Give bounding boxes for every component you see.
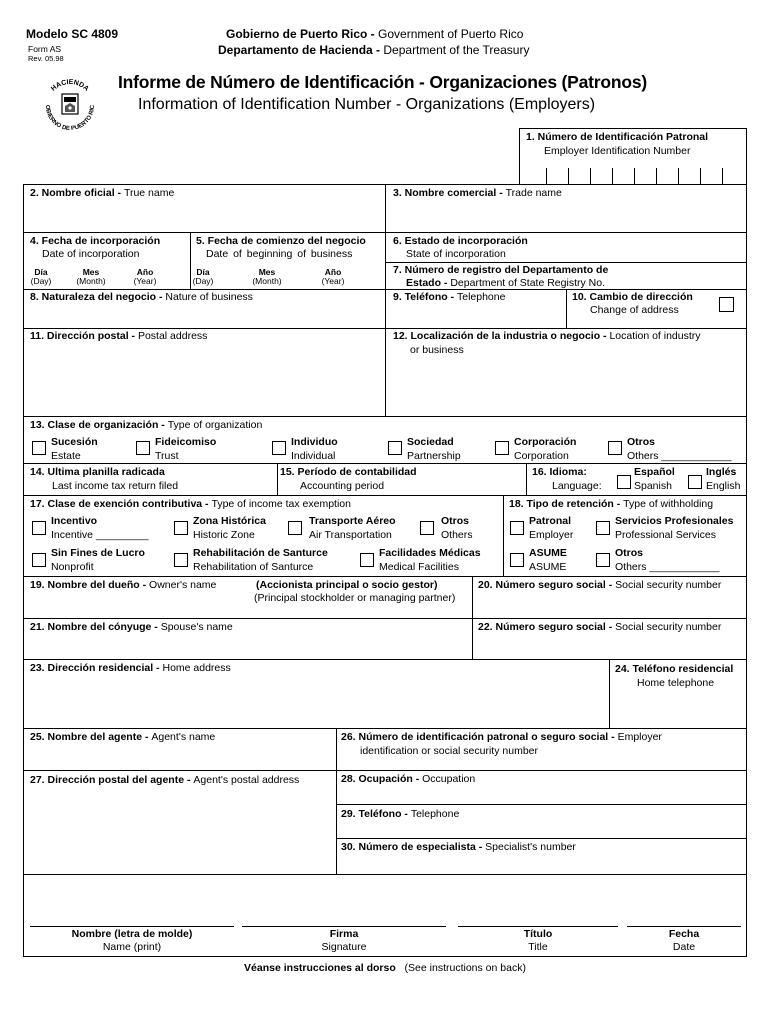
field-4-label-en: Date of incorporation <box>42 248 140 260</box>
exemption-santurce-checkbox[interactable] <box>174 553 188 567</box>
field-1-label-es: 1. Número de Identificación Patronal <box>526 131 709 143</box>
form-model: Modelo SC 4809 <box>26 27 119 41</box>
form-revision: Rev. 05.98 <box>28 54 64 63</box>
field-4-year-en: (Year) <box>133 276 157 286</box>
withholding-employer-label-en: Employer <box>529 529 574 541</box>
field-4-month-label: Mes <box>82 267 100 277</box>
org-trust-checkbox[interactable] <box>136 441 150 455</box>
field-14-label-es[interactable]: 14. Ultima planilla radicada <box>30 466 165 478</box>
svg-text:HACIENDA: HACIENDA <box>50 78 90 93</box>
title-label: Título <box>523 928 553 940</box>
org-individual-label-en: Individual <box>291 450 336 462</box>
language-spanish-label: Español <box>634 466 675 478</box>
field-15-label-es[interactable]: 15. Período de contabilidad <box>280 466 417 478</box>
org-trust-label: Fideicomiso <box>155 436 217 448</box>
field-3-label[interactable]: 3. Nombre comercial - Trade name <box>393 187 562 199</box>
field-22-label[interactable]: 22. Número seguro social - Social security number <box>478 621 722 633</box>
withholding-professional-label-en: Professional Services <box>615 529 716 541</box>
field-7-label-es[interactable]: 7. Número de registro del Departamento de <box>393 264 609 276</box>
title-label-en: Title <box>528 941 548 953</box>
withholding-professional-label: Servicios Profesionales <box>615 515 734 527</box>
field-26-label[interactable]: 26. Número de identificación patronal o seguro social - Employer <box>341 731 662 743</box>
hacienda-seal <box>38 72 102 136</box>
field-26-label-cont: identification or social security number <box>360 745 538 757</box>
svg-text:GOBIERNO DE PUERTO RICO: OBIERNO DE PUERTO RIC <box>43 104 97 133</box>
field-21-label[interactable]: 21. Nombre del cónyuge - Spouse's name <box>30 621 233 633</box>
date-signature-line[interactable] <box>627 926 741 927</box>
org-estate-label: Sucesión <box>51 436 98 448</box>
exemption-incentive-label: Incentivo <box>51 515 98 527</box>
signature-label: Firma <box>329 928 359 940</box>
withholding-asume-label-en: ASUME <box>529 561 567 573</box>
field-29-label[interactable]: 29. Teléfono - Telephone <box>341 808 460 820</box>
org-others-checkbox[interactable] <box>608 441 622 455</box>
exemption-nonprofit-checkbox[interactable] <box>32 553 46 567</box>
org-others-label-en: Others ____________ <box>627 450 732 462</box>
field-15-label-en: Accounting period <box>300 480 385 492</box>
exemption-air-transport-label-en: Air Transportation <box>309 529 392 541</box>
exemption-others-label-en: Others <box>441 529 473 541</box>
field-5-day-label: Día <box>196 267 210 277</box>
field-7-label-en: Estado - Department of State Registry No. <box>406 277 605 289</box>
title-spanish: Informe de Número de Identificación - Organizaciones (Patronos) <box>118 72 648 92</box>
field-4-year-label: Año <box>136 267 154 277</box>
exemption-medical-label-en: Medical Facilities <box>379 561 459 573</box>
org-corporation-checkbox[interactable] <box>495 441 509 455</box>
exemption-others-checkbox[interactable] <box>420 521 434 535</box>
field-4-day-label: Día <box>34 267 48 277</box>
language-english-label: Inglés <box>706 466 737 478</box>
withholding-employer-checkbox[interactable] <box>510 521 524 535</box>
field-18-label: 18. Tipo de retención - Type of withholding <box>509 498 714 510</box>
exemption-medical-checkbox[interactable] <box>360 553 374 567</box>
org-estate-label-en: Estate <box>51 450 81 462</box>
field-19-label[interactable]: 19. Nombre del dueño - Owner's name <box>30 579 217 591</box>
field-19-note-en: (Principal stockholder or managing partner) <box>254 592 456 604</box>
org-trust-label-en: Trust <box>155 450 179 462</box>
exemption-historic-zone-label: Zona Histórica <box>193 515 266 527</box>
footer-instructions: Véanse instrucciones al dorso (See instructions on back) <box>244 962 526 974</box>
org-corporation-label: Corporación <box>514 436 577 448</box>
field-24-label-en: Home telephone <box>637 677 715 689</box>
field-5-label-es[interactable]: 5. Fecha de comienzo del negocio <box>196 235 366 247</box>
field-25-label[interactable]: 25. Nombre del agente - Agent's name <box>30 731 216 743</box>
field-28-label[interactable]: 28. Ocupación - Occupation <box>341 773 476 785</box>
field-27-label[interactable]: 27. Dirección postal del agente - Agent's postal address <box>30 774 300 786</box>
field-16-label-es: 16. Idioma: <box>532 466 587 478</box>
withholding-employer-label: Patronal <box>529 515 572 527</box>
org-individual-checkbox[interactable] <box>272 441 286 455</box>
withholding-others-checkbox[interactable] <box>596 553 610 567</box>
exemption-nonprofit-label: Sin Fines de Lucro <box>51 547 145 559</box>
exemption-santurce-label-en: Rehabilitation of Santurce <box>193 561 314 573</box>
field-23-label[interactable]: 23. Dirección residencial - Home address <box>30 662 231 674</box>
exemption-santurce-label: Rehabilitación de Santurce <box>193 547 328 559</box>
field-6-label-es[interactable]: 6. Estado de incorporación <box>393 235 528 247</box>
field-10-label-es: 10. Cambio de dirección <box>572 291 693 303</box>
field-12-label-cont: or business <box>410 344 464 356</box>
field-6-label-en: State of incorporation <box>406 248 506 260</box>
field-5-day-en: (Day) <box>192 276 214 286</box>
field-1-label-en: Employer Identification Number <box>544 145 691 157</box>
language-spanish-label-en: Spanish <box>634 480 672 492</box>
org-corporation-label-en: Corporation <box>514 450 569 462</box>
org-individual-label: Individuo <box>291 436 338 448</box>
exemption-incentive-checkbox[interactable] <box>32 521 46 535</box>
exemption-nonprofit-label-en: Nonprofit <box>51 561 94 573</box>
language-english-checkbox[interactable] <box>688 475 702 489</box>
change-of-address-checkbox[interactable] <box>719 297 734 312</box>
language-english-label-en: English <box>706 480 741 492</box>
field-9-label[interactable]: 9. Teléfono - Telephone <box>393 291 506 303</box>
org-partnership-label-en: Partnership <box>407 450 461 462</box>
field-5-year-label: Año <box>324 267 342 277</box>
field-4-label-es[interactable]: 4. Fecha de incorporación <box>30 235 161 247</box>
exemption-incentive-label-en: Incentive _________ <box>51 529 149 541</box>
exemption-historic-zone-label-en: Historic Zone <box>193 529 255 541</box>
title-signature-line[interactable] <box>458 926 618 927</box>
date-label-en: Date <box>672 941 696 953</box>
language-spanish-checkbox[interactable] <box>617 475 631 489</box>
form-code: Form AS <box>28 44 62 54</box>
withholding-asume-label: ASUME <box>529 547 567 559</box>
field-8-label[interactable]: 8. Naturaleza del negocio - Nature of business <box>30 291 253 303</box>
name-signature-line[interactable] <box>30 926 234 927</box>
exemption-air-transport-checkbox[interactable] <box>288 521 302 535</box>
exemption-others-label: Otros <box>441 515 470 527</box>
title-english: Information of Identification Number - Organizations (Employers) <box>138 96 596 113</box>
exemption-historic-zone-checkbox[interactable] <box>174 521 188 535</box>
field-5-year-en: (Year) <box>321 276 345 286</box>
exemption-medical-label: Facilidades Médicas <box>379 547 481 559</box>
field-4-month-en: (Month) <box>76 276 106 286</box>
government-line: Gobierno de Puerto Rico - Government of Puerto Rico <box>226 27 524 41</box>
field-5-month-label: Mes <box>258 267 276 277</box>
employer-id-digit-boxes[interactable] <box>546 168 724 184</box>
field-12-label[interactable]: 12. Localización de la industria o negocio - Location of industry <box>393 330 701 342</box>
department-line: Departamento de Hacienda - Department of the Treasury <box>218 43 530 57</box>
withholding-others-label-en: Others ____________ <box>615 561 720 573</box>
withholding-asume-checkbox[interactable] <box>510 553 524 567</box>
org-estate-checkbox[interactable] <box>32 441 46 455</box>
field-4-day-en: (Day) <box>30 276 52 286</box>
field-19-note-es: (Accionista principal o socio gestor) <box>256 579 438 591</box>
field-5-label-en: Date of beginning of business <box>206 248 353 260</box>
withholding-professional-checkbox[interactable] <box>596 521 610 535</box>
field-2-label[interactable]: 2. Nombre oficial - True name <box>30 187 175 199</box>
org-partnership-checkbox[interactable] <box>388 441 402 455</box>
field-16-label-en: Language: <box>552 480 602 492</box>
print-name-label-en: Name (print) <box>102 941 162 953</box>
org-partnership-label: Sociedad <box>407 436 454 448</box>
print-name-label: Nombre (letra de molde) <box>71 928 193 940</box>
org-others-label: Otros <box>627 436 656 448</box>
field-5-month-en: (Month) <box>252 276 282 286</box>
field-11-label[interactable]: 11. Dirección postal - Postal address <box>30 330 208 342</box>
field-10-label-en: Change of address <box>590 304 679 316</box>
field-30-label[interactable]: 30. Número de especialista - Specialist's number <box>341 841 576 853</box>
signature-line[interactable] <box>242 926 446 927</box>
exemption-air-transport-label: Transporte Aéreo <box>309 515 396 527</box>
withholding-others-label: Otros <box>615 547 644 559</box>
field-24-label-es[interactable]: 24. Teléfono residencial <box>615 663 734 675</box>
field-13-label: 13. Clase de organización - Type of organization <box>30 419 263 431</box>
field-17-label: 17. Clase de exención contributiva - Type of income tax exemption <box>30 498 351 510</box>
date-label: Fecha <box>668 928 700 940</box>
signature-label-en: Signature <box>321 941 367 953</box>
field-14-label-en: Last income tax return filed <box>52 480 179 492</box>
field-20-label[interactable]: 20. Número seguro social - Social security number <box>478 579 722 591</box>
